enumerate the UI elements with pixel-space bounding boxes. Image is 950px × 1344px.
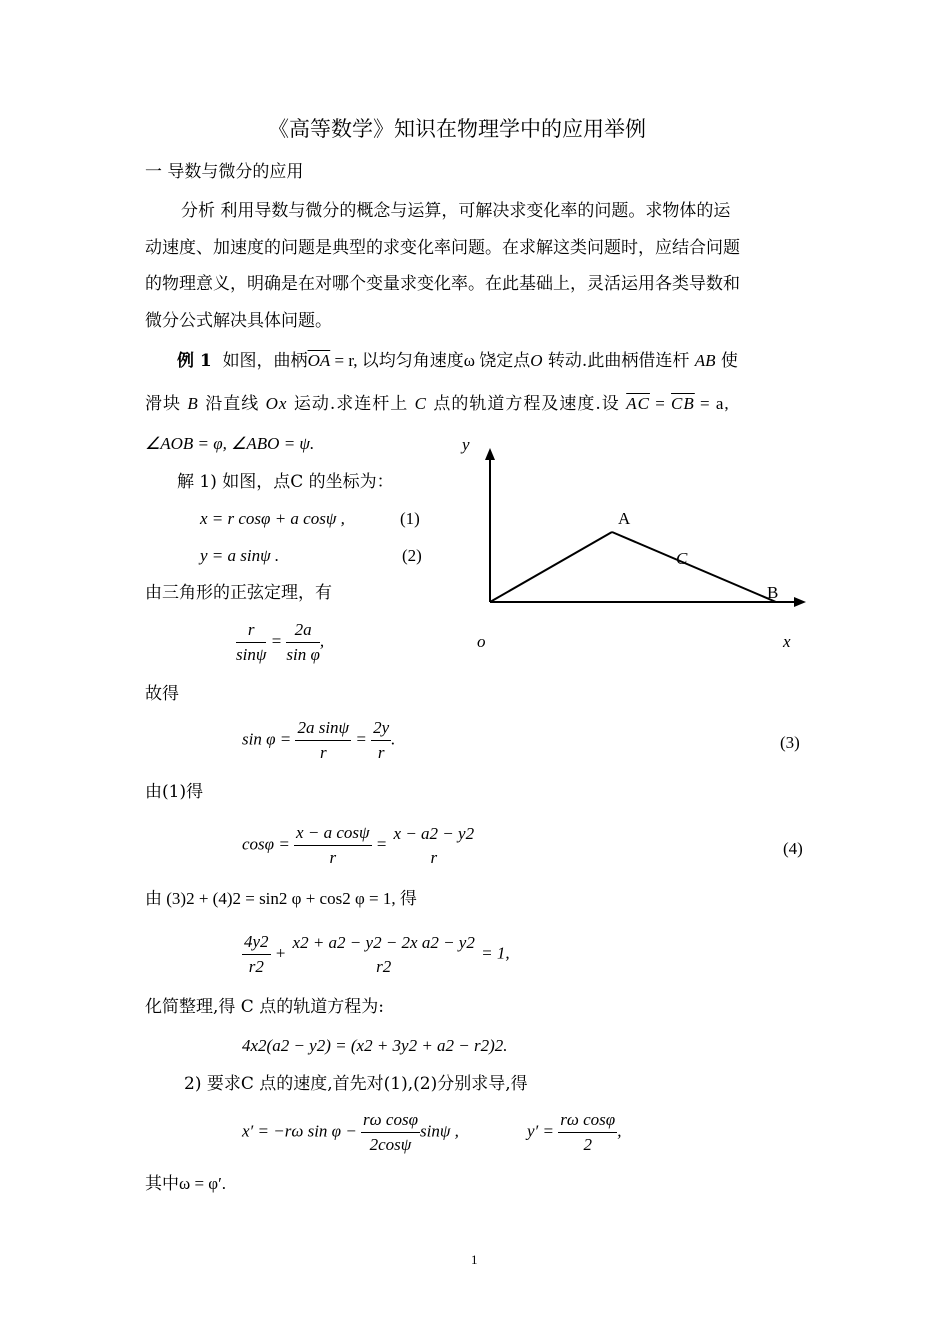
crank-diagram	[450, 430, 820, 660]
from-eq1-text: 由(1)得	[145, 782, 204, 802]
equation-5: $\frac{4y2}{r2}$ + x2 + a2 − y2 − 2x a2 − y2 r2 = 1,	[244, 932, 510, 976]
point-c-label: C	[676, 549, 688, 568]
equation-2-number: (2)	[402, 546, 422, 565]
track-equation: 4x2(a2 − y2) = (x2 + 3y2 + a2 − r2)2.	[242, 1036, 508, 1055]
equation-4-number: (4)	[783, 839, 803, 858]
point-a-label: A	[618, 509, 631, 528]
x-axis-label: x	[783, 632, 791, 651]
point-b-label: B	[767, 583, 779, 602]
section-heading: 一 导数与微分的应用	[145, 162, 304, 182]
analysis-line-3: 的物理意义，明确是在对哪个变量求变化率。在此基础上，灵活运用各类导数和	[145, 274, 740, 294]
example-label: 例 1	[177, 351, 212, 371]
velocity-y-equation: y′ = $\frac{\text{rω cosφ}}{2}$ ,	[527, 1110, 622, 1154]
equation-1-number: (1)	[400, 509, 420, 528]
x-axis-arrow-icon	[794, 597, 806, 607]
equation-3-number: (3)	[780, 733, 800, 752]
y-axis-label: y	[462, 435, 470, 454]
analysis-line-1: 分析 利用导数与微分的概念与运算，可解决求变化率的问题。求物体的运	[181, 201, 731, 221]
velocity-x-equation: x′ = −rω sin φ − $\frac{\text{rω cosφ}}{2\cos\psi}$ sinψ ,	[242, 1110, 459, 1154]
example-line-2: 滑块 B 沿直线 Ox 运动.求连杆上 C 点的轨道方程及速度.设 $\overline{AC} = \overline{CB} = a$,	[145, 394, 730, 414]
sine-law-equation: $\frac{r}{\sin\psi}$ = $\frac{2a}{\text{sin φ}}$ ,	[236, 620, 325, 664]
part2-text: 2) 要求C 点的速度,首先对(1),(2)分别求导,得	[184, 1074, 528, 1094]
omega-definition: 其中ω = φ′.	[145, 1174, 227, 1193]
simplify-text: 化简整理,得 C 点的轨道方程为:	[145, 997, 384, 1017]
y-axis-arrow-icon	[485, 448, 495, 460]
example-line-3: ∠AOB = φ, ∠ABO = ψ.	[145, 434, 315, 453]
crank-oa	[490, 532, 612, 602]
sine-law-text: 由三角形的正弦定理，有	[145, 583, 332, 603]
solution-intro: 解 1) 如图，点C 的坐标为：	[177, 472, 394, 492]
hence-text: 故得	[145, 684, 179, 704]
page-number: 1	[471, 1252, 478, 1267]
equation-1: x = r cosφ + a cosψ ,	[200, 509, 345, 528]
analysis-line-4: 微分公式解决具体问题。	[145, 311, 332, 331]
origin-label: o	[477, 632, 486, 651]
rod-ab	[612, 532, 779, 602]
analysis-line-2: 动速度、加速度的问题是典型的求变化率问题。在求解这类问题时，应结合问题	[145, 238, 740, 258]
page-title: 《高等数学》知识在物理学中的应用举例	[268, 117, 646, 141]
equation-3: sin φ = $\frac{\text{2a sinψ}}{r}$ = $\frac{2y}{r}$ .	[242, 718, 396, 762]
example-line-1: 例 1 如图，曲柄$\overline{OA} = r$, 以均匀角速度ω 饶定点O 转动.此曲柄借连杆 AB 使	[177, 351, 738, 371]
combine-text: 由 (3)2 + (4)2 = sin2 φ + cos2 φ = 1, 得	[145, 889, 417, 908]
equation-2: y = a sinψ .	[200, 546, 280, 565]
equation-4: cosφ = $\frac{\text{x − a cosψ}}{r}$ = x − a2 − y2 r	[242, 823, 475, 867]
